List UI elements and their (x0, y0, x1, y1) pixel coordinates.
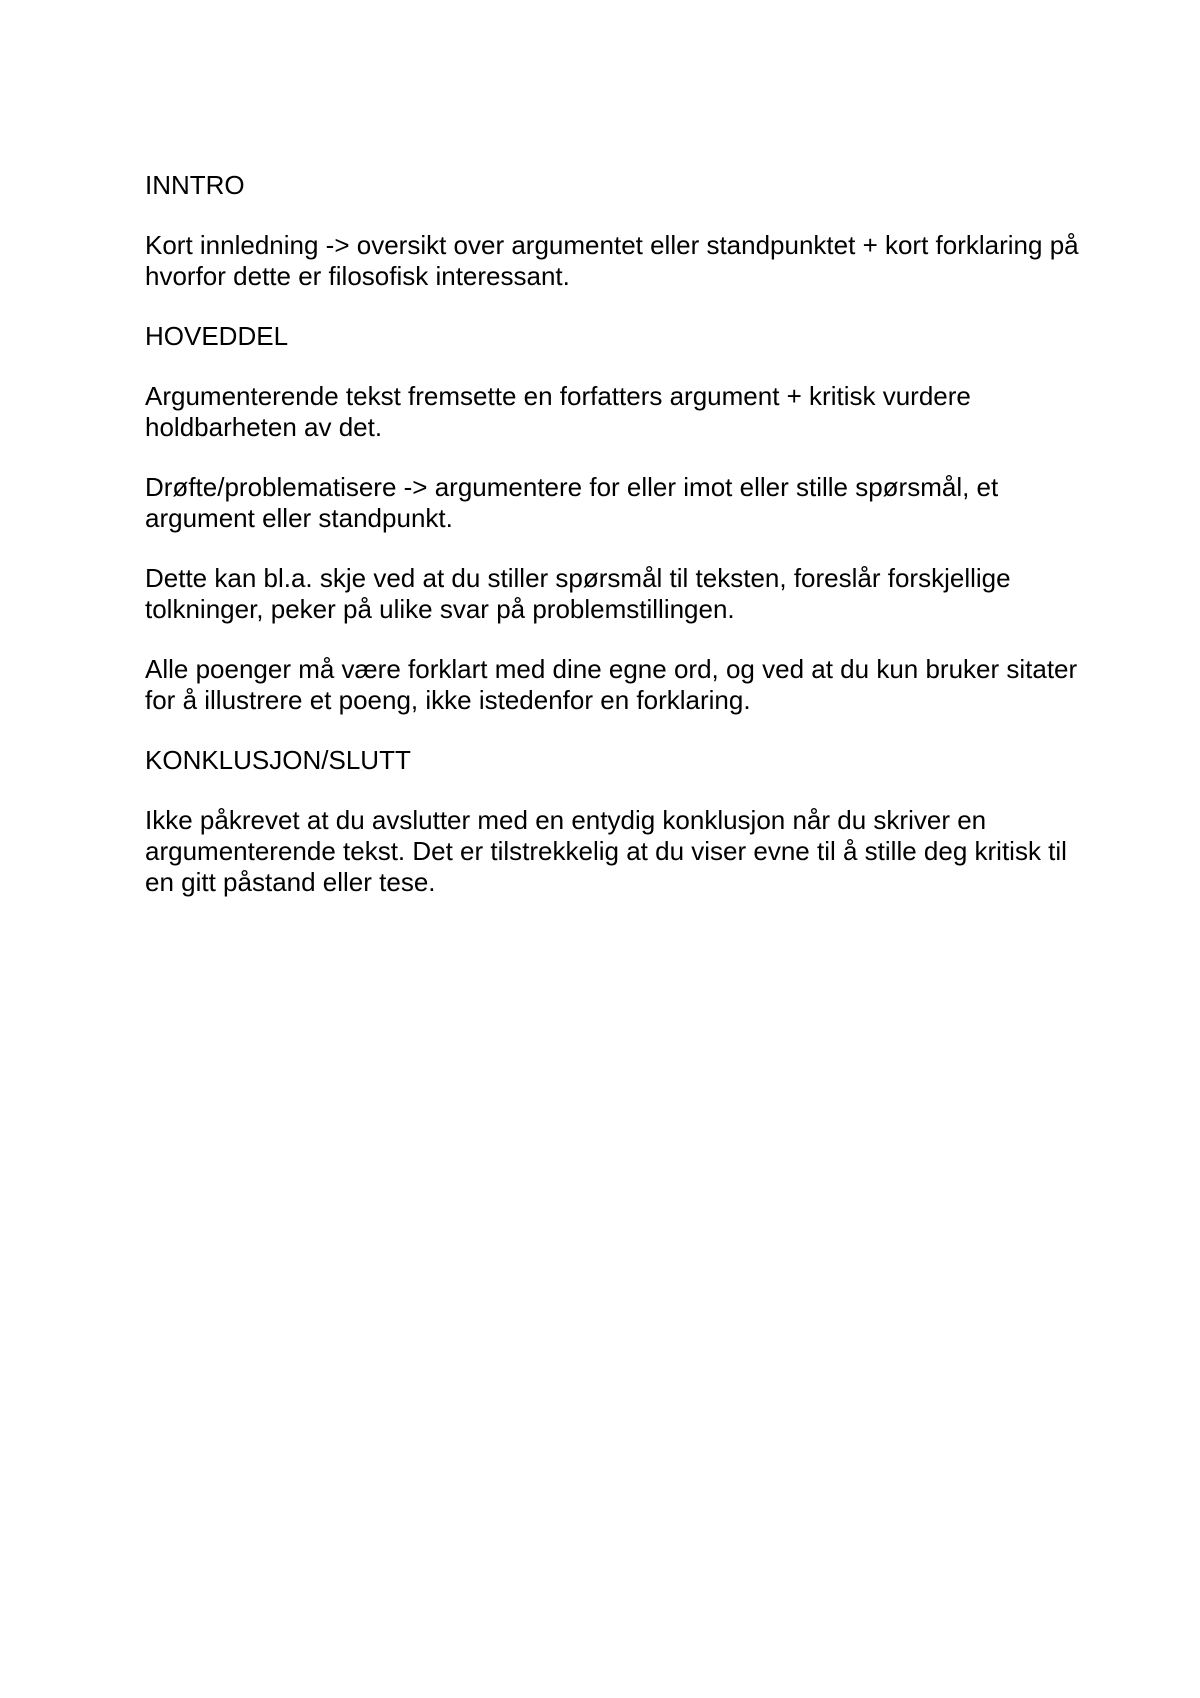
section-heading-main: HOVEDDEL (145, 321, 289, 351)
paragraph: Argumenterende tekst fremsette en forfatters argument + kritisk vurdere holdbarheten av det. (145, 381, 971, 442)
section-conclusion (145, 745, 1080, 898)
paragraph: Ikke påkrevet at du avslutter med en entydig konklusjon når du skriver en argumenterende tekst. Det er tilstrekkelig at du viser evne til å stille deg kritisk til en gitt påstand eller tese. (145, 805, 1067, 897)
section-heading-intro: INNTRO (145, 170, 245, 200)
paragraph: Drøfte/problematisere -> argumentere for eller imot eller stille spørsmål, et argument eller standpunkt. (145, 472, 999, 533)
document-page (145, 170, 1080, 927)
paragraph: Kort innledning -> oversikt over argumentet eller standpunktet + kort forklaring på hvorfor dette er filosofisk interessant. (145, 230, 1079, 291)
section-intro (145, 170, 1080, 292)
paragraph: Alle poenger må være forklart med dine egne ord, og ved at du kun bruker sitater for å illustrere et poeng, ikke istedenfor en forklaring. (145, 654, 1078, 715)
paragraph: Dette kan bl.a. skje ved at du stiller spørsmål til teksten, foreslår forskjellige tolkninger, peker på ulike svar på problemstillingen. (145, 563, 1011, 624)
section-main (145, 321, 1080, 716)
section-heading-conclusion: KONKLUSJON/SLUTT (145, 745, 411, 775)
